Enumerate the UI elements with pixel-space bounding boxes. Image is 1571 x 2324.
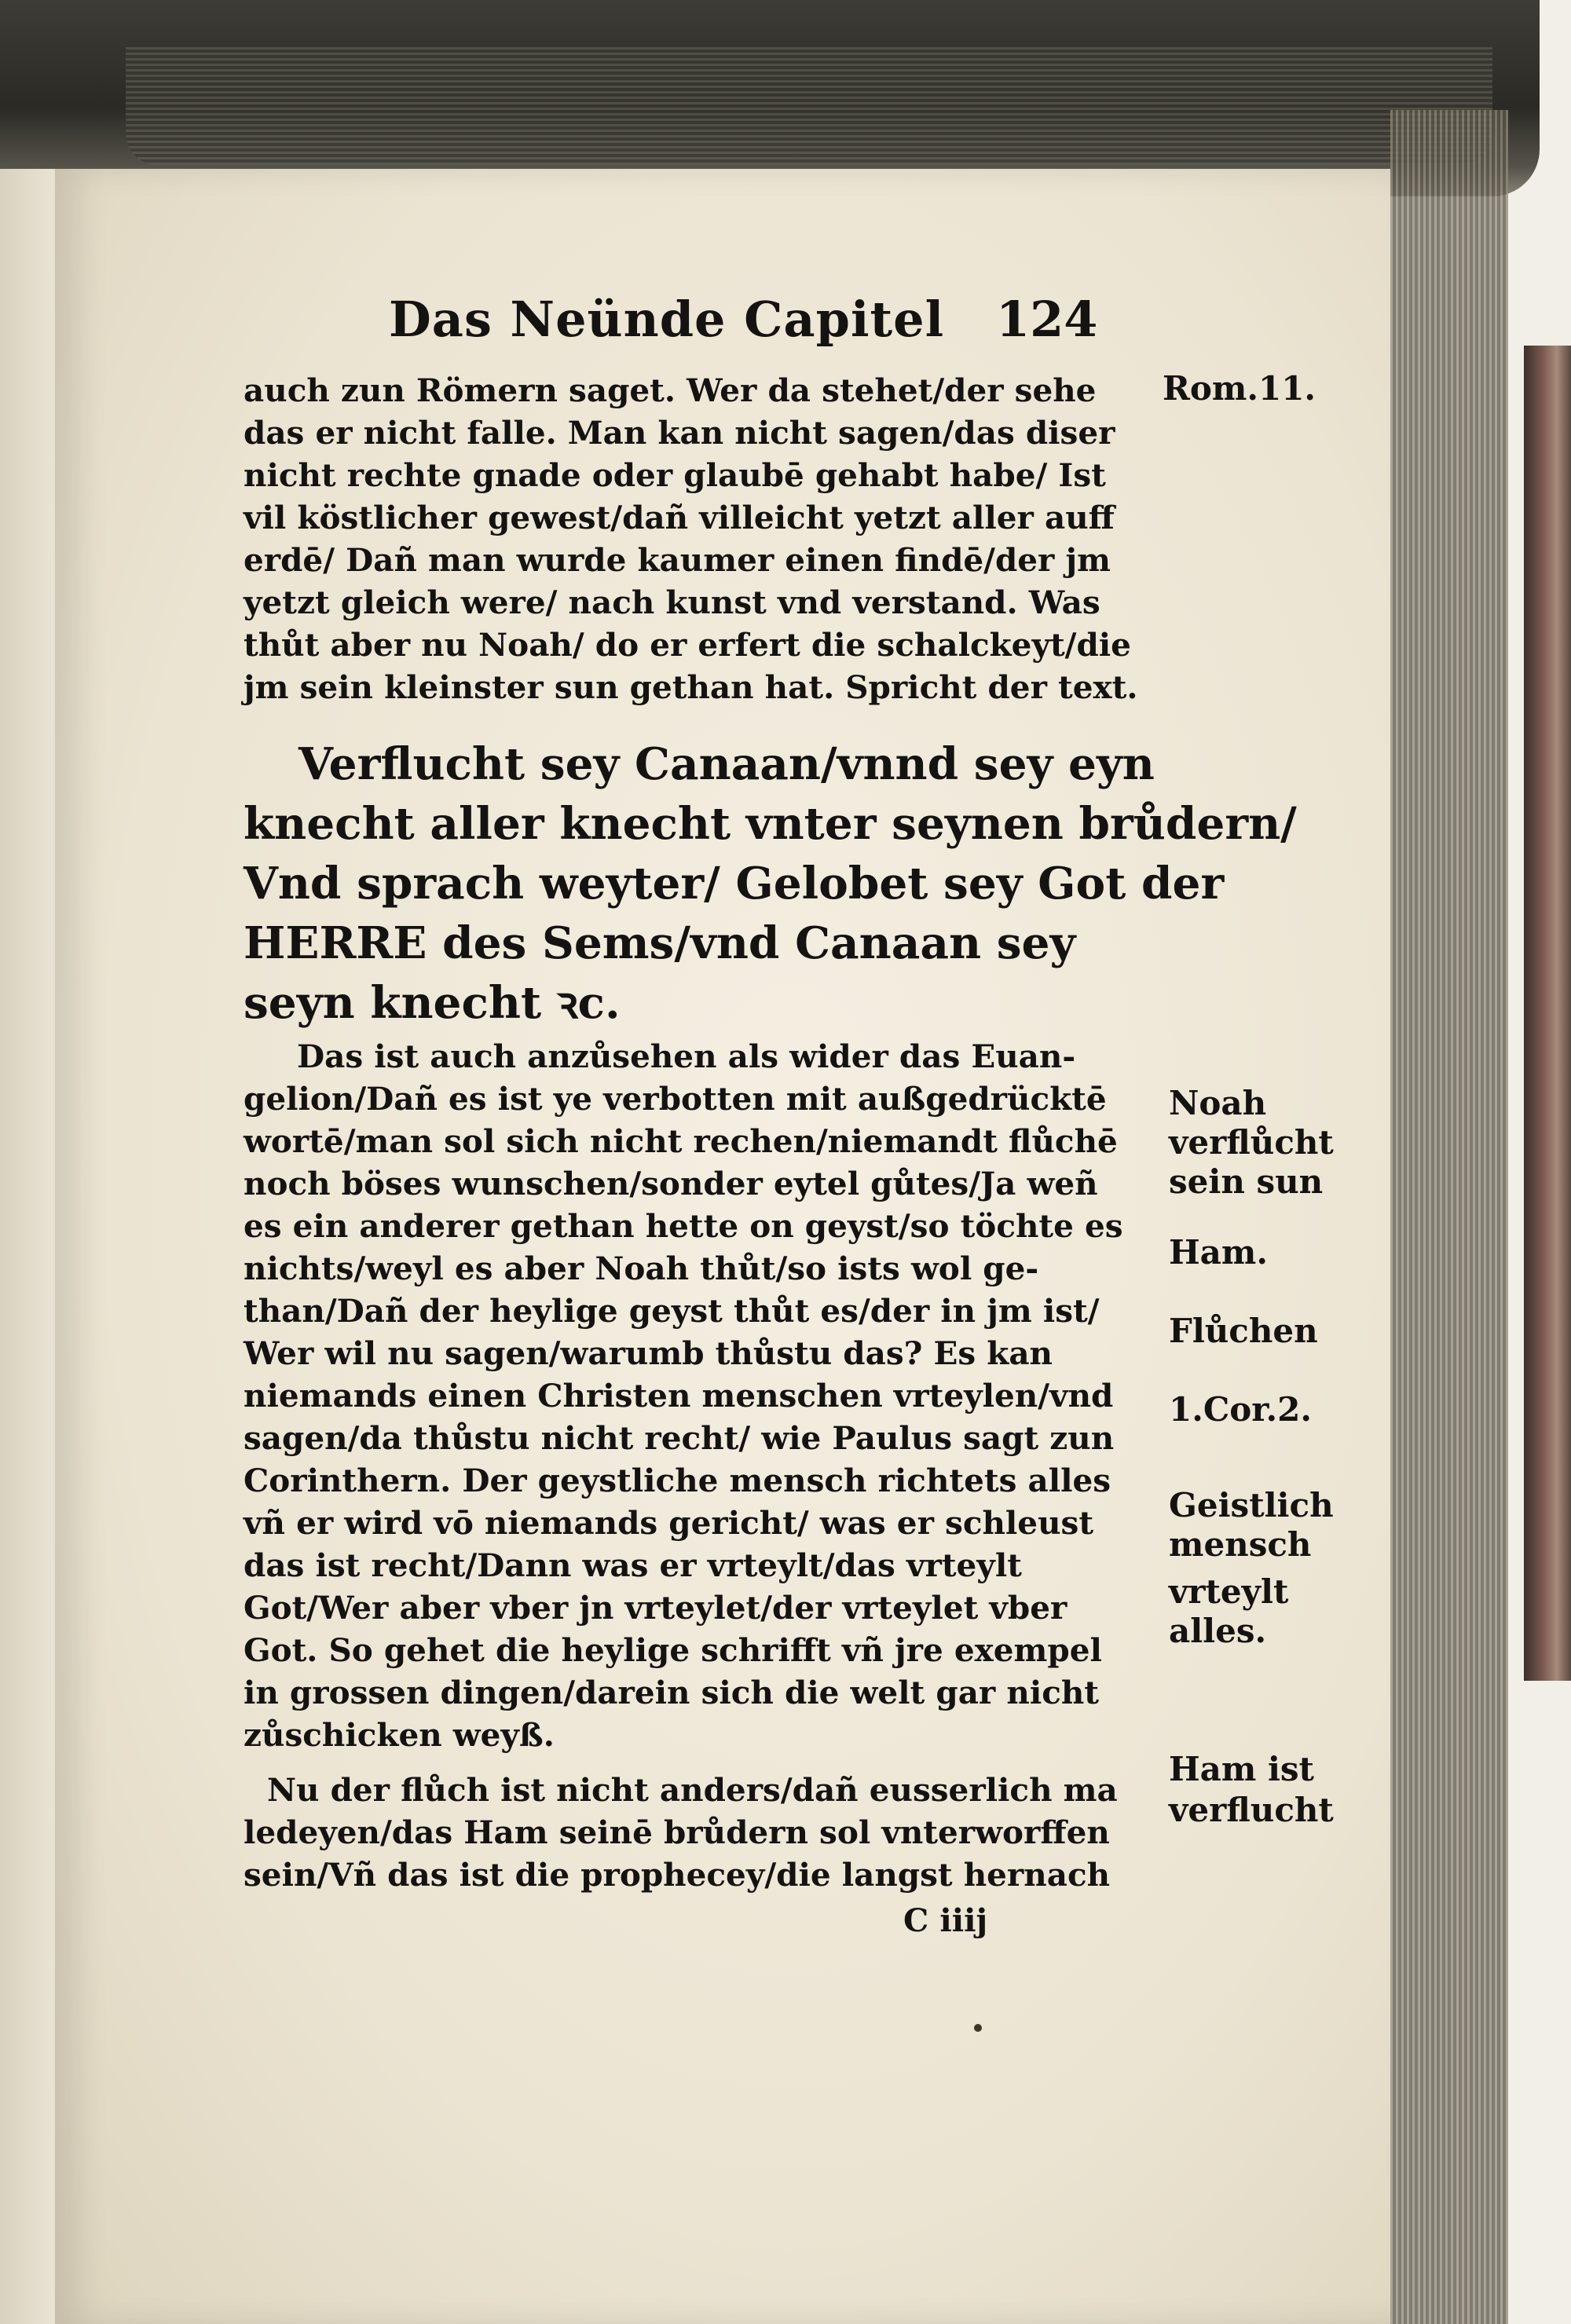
text-line: Nu der flůch ist nicht anders/dañ eusserlich ma bbox=[267, 1771, 1118, 1809]
text-line: niemands einen Christen menschen vrteylen/vnd bbox=[244, 1377, 1114, 1415]
page-edge-stripes bbox=[1390, 110, 1508, 2324]
text-line: das ist recht/Dann was er vrteylt/das vrteylt bbox=[244, 1546, 1022, 1584]
margin-note: verflucht bbox=[1169, 1791, 1334, 1829]
text-line: jm sein kleinster sun gethan hat. Spricht der text. bbox=[244, 668, 1138, 706]
margin-note: 1.Cor.2. bbox=[1169, 1390, 1313, 1429]
margin-note: Ham. bbox=[1169, 1233, 1268, 1272]
text-line: auch zun Römern saget. Wer da stehet/der sehe bbox=[244, 371, 1097, 409]
page-number: 124 bbox=[996, 291, 1098, 348]
book-cover-edge bbox=[1524, 346, 1571, 1681]
running-head: Das Neünde Capitel bbox=[389, 291, 945, 348]
text-line: das er nicht falle. Man kan nicht sagen/das diser bbox=[244, 414, 1115, 452]
quote-line: Vnd sprach weyter/ Gelobet sey Got der bbox=[244, 858, 1225, 909]
text-line: noch böses wunschen/sonder eytel gůtes/Ja weñ bbox=[244, 1165, 1098, 1202]
margin-note: Flůchen bbox=[1169, 1312, 1318, 1350]
margin-note: Rom.11. bbox=[1163, 369, 1316, 408]
quote-line: seyn knecht ꝛc. bbox=[244, 977, 621, 1029]
book-top-edge bbox=[0, 0, 1540, 196]
margin-note: mensch bbox=[1169, 1525, 1312, 1564]
ink-speck bbox=[974, 2024, 982, 2032]
text-line: es ein anderer gethan hette on geyst/so töchte es bbox=[244, 1207, 1123, 1245]
text-line: Wer wil nu sagen/warumb thůstu das? Es kan bbox=[244, 1334, 1053, 1372]
quote-line: knecht aller knecht vnter seynen brůdern/ bbox=[244, 798, 1297, 850]
quote-line: HERRE des Sems/vnd Canaan sey bbox=[244, 917, 1076, 969]
text-line: Got/Wer aber vber jn vrteylet/der vrteylet vber bbox=[244, 1589, 1067, 1627]
text-line: nicht rechte gnade oder glaubē gehabt habe/ Ist bbox=[244, 456, 1106, 494]
text-line: sagen/da thůstu nicht recht/ wie Paulus sagt zun bbox=[244, 1419, 1115, 1457]
text-line: in grossen dingen/darein sich die welt gar nicht bbox=[244, 1674, 1100, 1711]
margin-note: Ham ist bbox=[1169, 1750, 1314, 1788]
text-line: nichts/weyl es aber Noah thůt/so ists wol ge- bbox=[244, 1250, 1039, 1287]
text-line: Das ist auch anzůsehen als wider das Euan- bbox=[297, 1038, 1076, 1075]
text-line: wortē/man sol sich nicht rechen/niemandt flůchē bbox=[244, 1122, 1118, 1160]
text-line: sein/Vñ das ist die prophecey/die langst hernach bbox=[244, 1856, 1111, 1894]
text-line: vñ er wird vō niemands gericht/ was er schleust bbox=[244, 1504, 1094, 1542]
text-line: gelion/Dañ es ist ye verbotten mit außgedrücktē bbox=[244, 1080, 1107, 1118]
text-line: Got. So gehet die heylige schrifft vñ jre exempel bbox=[244, 1631, 1102, 1669]
text-line: Corinthern. Der geystliche mensch richtets alles bbox=[244, 1462, 1111, 1499]
quote-line: Verflucht sey Canaan/vnnd sey eyn bbox=[298, 738, 1155, 790]
text-line: yetzt gleich were/ nach kunst vnd verstand. Was bbox=[244, 584, 1100, 621]
margin-note: sein sun bbox=[1169, 1162, 1324, 1201]
text-line: erdē/ Dañ man wurde kaumer einen findē/der jm bbox=[244, 541, 1111, 579]
margin-note: Geistlich bbox=[1169, 1486, 1334, 1524]
page-block-edge bbox=[1371, 110, 1571, 2324]
margin-note: verflůcht bbox=[1169, 1123, 1334, 1162]
margin-note: alles. bbox=[1169, 1612, 1267, 1650]
text-line: vil köstlicher gewest/dañ villeicht yetzt aller auff bbox=[244, 499, 1115, 536]
text-line: ledeyen/das Ham seinē brůdern sol vnterworffen bbox=[244, 1813, 1110, 1851]
text-line: than/Dañ der heylige geyst thůt es/der in jm ist/ bbox=[244, 1292, 1100, 1330]
signature-mark: C iiij bbox=[903, 1901, 988, 1939]
text-line: thůt aber nu Noah/ do er erfert die schalckeyt/die bbox=[244, 626, 1131, 664]
margin-note: Noah bbox=[1169, 1084, 1267, 1122]
margin-note: vrteylt bbox=[1169, 1572, 1289, 1611]
text-line: zůschicken weyß. bbox=[244, 1716, 555, 1754]
